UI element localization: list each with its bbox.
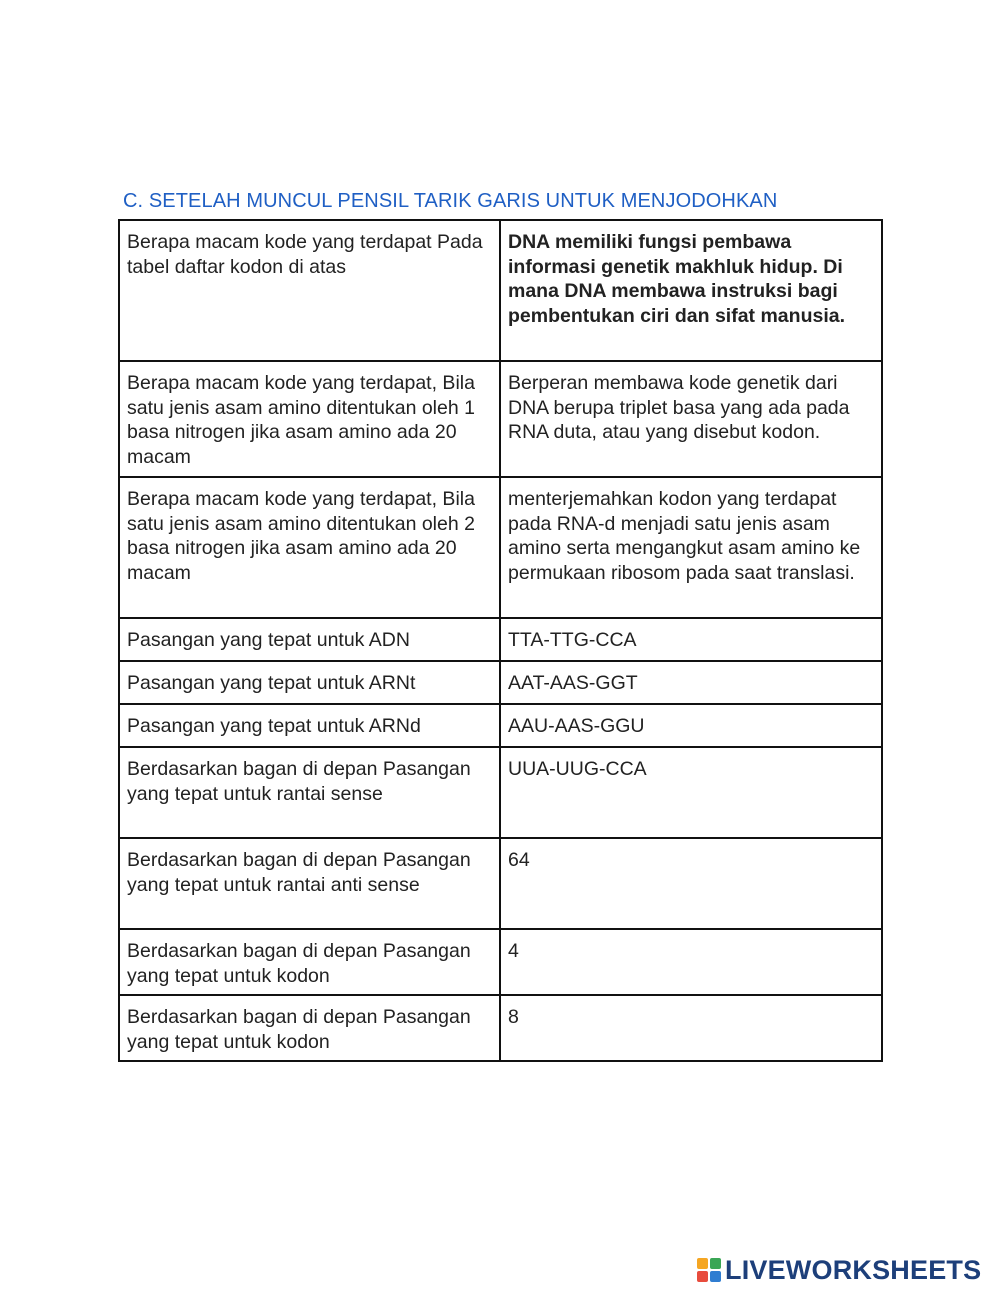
question-cell: Berdasarkan bagan di depan Pasangan yang tepat untuk rantai anti sense [119, 838, 500, 929]
question-cell: Berdasarkan bagan di depan Pasangan yang tepat untuk kodon [119, 995, 500, 1061]
table-row [119, 838, 882, 929]
question-cell: Berapa macam kode yang terdapat, Bila satu jenis asam amino ditentukan oleh 1 basa nitrogen jika asam amino ada 20 macam [119, 361, 500, 477]
answer-cell: DNA memiliki fungsi pembawa informasi genetik makhluk hidup. Di mana DNA membawa instruksi bagi pembentukan ciri dan sifat manusia. [500, 220, 882, 361]
logo-square [697, 1258, 708, 1269]
question-cell: Berdasarkan bagan di depan Pasangan yang tepat untuk kodon [119, 929, 500, 995]
table-row [119, 361, 882, 477]
table-row [119, 704, 882, 747]
brand-name: LIVEWORKSHEETS [725, 1254, 982, 1285]
answer-cell: Berperan membawa kode genetik dari DNA berupa triplet basa yang ada pada RNA duta, atau yang disebut kodon. [500, 361, 882, 477]
question-cell: Berapa macam kode yang terdapat Pada tabel daftar kodon di atas [119, 220, 500, 361]
answer-cell: AAT-AAS-GGT [500, 661, 882, 704]
question-cell: Pasangan yang tepat untuk ARNt [119, 661, 500, 704]
answer-cell: 4 [500, 929, 882, 995]
answer-cell: menterjemahkan kodon yang terdapat pada RNA-d menjadi satu jenis asam amino serta mengangkut asam amino ke permukaan ribosom pada saat translasi. [500, 477, 882, 618]
question-cell: Berapa macam kode yang terdapat, Bila satu jenis asam amino ditentukan oleh 2 basa nitrogen jika asam amino ada 20 macam [119, 477, 500, 618]
table-row [119, 661, 882, 704]
question-cell: Pasangan yang tepat untuk ADN [119, 618, 500, 661]
table-row [119, 477, 882, 618]
liveworksheets-brand [697, 1255, 981, 1285]
table-row [119, 220, 882, 361]
matching-table [118, 219, 883, 1062]
logo-square [710, 1258, 721, 1269]
logo-square [710, 1271, 721, 1282]
table-row [119, 995, 882, 1061]
logo-square [697, 1271, 708, 1282]
table-row [119, 747, 882, 838]
question-cell: Berdasarkan bagan di depan Pasangan yang tepat untuk rantai sense [119, 747, 500, 838]
answer-cell: TTA-TTG-CCA [500, 618, 882, 661]
table-row [119, 618, 882, 661]
liveworksheets-logo-icon [697, 1258, 721, 1282]
table-row [119, 929, 882, 995]
answer-cell: UUA-UUG-CCA [500, 747, 882, 838]
question-cell: Pasangan yang tepat untuk ARNd [119, 704, 500, 747]
section-heading: C. SETELAH MUNCUL PENSIL TARIK GARIS UNTUK MENJODOHKAN [123, 190, 778, 212]
answer-cell: AAU-AAS-GGU [500, 704, 882, 747]
answer-cell: 64 [500, 838, 882, 929]
answer-cell: 8 [500, 995, 882, 1061]
